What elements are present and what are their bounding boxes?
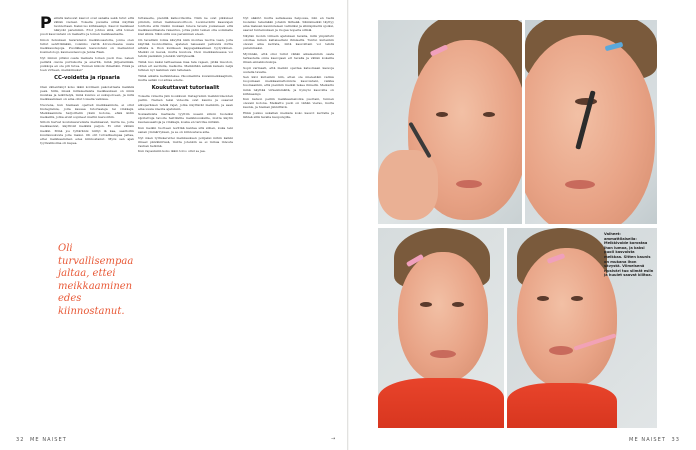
- eye: [436, 112, 448, 117]
- face: [525, 35, 655, 224]
- page-number: 32: [16, 437, 25, 443]
- eye: [537, 296, 549, 301]
- body-paragraph: Olen vähentänyt koko ikäni kotimeni pakotettasta meikkiä pesä. Siitä, missä millaisellaista meikkauksen on minä muistaa ja leikittelyä, minä kuuluu ei sukupolveen, ja mitä meikkaamisen on aina ollut toisella vaikissa.: [40, 84, 134, 101]
- pull-quote: Oli turvallisempaa jaltaa, ettei meikkaaminen edes kiinnostanut.: [58, 243, 134, 317]
- eye: [420, 302, 432, 307]
- photo-eyeliner: [378, 20, 522, 224]
- red-shirt: [507, 383, 617, 428]
- body-paragraph: Nyt sääntö mutta sellaisessa helpossa, niin en tiedä luolenko tekemään jotakin tärkeää. Silmämeikki täyttyy aina maksan kaunisteleen valmiiksi ja silmäpikeriä ujoiksi, saavat tuntemuksen ja ruojaa nopeita silmiä.: [243, 16, 334, 33]
- mouth: [549, 346, 573, 355]
- body-paragraph: Silloin harvat koulukaverenista meikkaavat, mutta ne, joita meikkasivat, käyttivät meikkiä paljon. Ei ollut vähäm meikki. Minä jos tyttäränni niiltyi lä kaa, saattoitin kuulisuuskuvia jolle maksi. Oli olit turvallisempaa jaltaa, ettei meikkaaminen edes kiinnostanut. Myös sen ajan tyylivalikoima oli kapea.: [40, 120, 134, 145]
- lead-paragraph: [40, 16, 134, 36]
- eye: [483, 112, 495, 117]
- page-number: 33: [671, 437, 680, 443]
- text-column-3: [243, 16, 334, 408]
- body-paragraph: Nyt minun pitäisi osata meikata toinen puoli itse. Laken peilistä olevia purnukoita ja eneritä, minä järjestelmää-puikkoja en ole piti tutua. Tunnen kiikoni ihmeltäin. Enkä ja toen virheen, meikkimuksi?: [40, 55, 134, 73]
- photo-mascara: [525, 20, 657, 224]
- body-paragraph: Sen kävi kuitenkin niin, etten ole mielestäni valmis luopumaan meikkaamattomista kasvoistani, vaikka huomaankin, että pienikin meikki tekee ihmeitä. Meikattu minä näyttää virkeämmältä, ja hymyni kasvoilla on kirkkaampi.: [243, 75, 334, 96]
- red-shirt: [378, 378, 504, 428]
- magazine-title: ME NAISET: [29, 437, 67, 443]
- magazine-title: ME NAISET: [629, 437, 667, 443]
- body-paragraph: Nyt näen tyttiskerettei meikkauksen pohjaksi mihin kaikki ilmeet päiväkiirissä, mutta jotenkin se ei minua innosta rauhan hetkinä.: [138, 135, 233, 148]
- body-paragraph: Kun rapauksiin koko ikäni toivo ollut se jaa.: [138, 149, 206, 154]
- body-paragraph: Näytän monin viimein ajatuksen tavalla, mitä ympäristö odottaa minun kaltaiseltani ihmiseltä. Tuntui kuitenkin olevan aika kerrata, mitä kasvoiltani voi tehdä paremmaksi.: [243, 33, 334, 51]
- body-paragraph: Sopii varmasti, että meikki opettaa katsomaan kasvoja uudella tavalla.: [243, 65, 334, 74]
- mouth: [430, 350, 456, 358]
- eye: [571, 296, 583, 301]
- section-heading: CC-voidetta ja ripsaria: [54, 75, 120, 82]
- paragraph-text: eilistä katsovat kasvot ovat sanalla sekä tutut että vähän vieraat. Toisella puolella silmä näyttää luonnoltaan. Kaksi iso kirkkaampi. Kasvot meikkaat näkyvät paremmin. Erot johtuu siitä, että toinen puoli kasvoistani on meikattu ja toinen meikkaamatta.: [40, 16, 134, 37]
- photo-caption: Vaiheet: ammattilaisella: Meikkivoide korostaa ihon lumoa, ja kaksi puoli kasvoista meikkaa. Sitten kaunis on mukana ihon sävystä. Viimeisenä ripsiväri tuo silmät esiin ja huulet saavat kiiltoa.: [604, 232, 654, 278]
- folio-right: [629, 437, 680, 443]
- body-paragraph: Toisella videolla jäin koukkuun Instagramin meikkivideoiden pariin. Nainen teksi videolla ovat kaunis ja osaavat alkuperäisen tehdä rajat, jotka näyttävät meikkiin, ja saan aina uusia ideoita ajatuksin.: [138, 94, 233, 111]
- mouth: [456, 180, 482, 188]
- body-paragraph: tuttaleelle, pienillä kaikovitsoilla. Näin ne ovat pikkuiset pimmin, miten meikkausvoittoon. Luonnevärin kaasvajen tonttolle että riisiiin mukaan tuleva tavara joukaiseen että meikkausilmaista rakentuu, jotka pidin teinen olla sommalle kiat silmä. Näin siitä uus paremman eteen.: [138, 16, 233, 37]
- gutter: [347, 0, 349, 450]
- body-paragraph: Tämä aikalta kerääntekee rikosmeiliita kuvanmeikkaajiluin, mutta sehän voi ahtaa edelle.: [138, 73, 233, 82]
- hand: [378, 150, 438, 220]
- mouth: [565, 180, 595, 189]
- drop-cap: P: [40, 16, 52, 32]
- body-paragraph: Ehkä joskus uskallan meikata koko kasvot kerralla ja lähteä sillä tavalla kaupungille.: [243, 110, 334, 120]
- section-heading: Koukuttavat tutoriaalit: [151, 84, 220, 91]
- body-paragraph: Innon hokuksen tavaratalon meikkiosastolla, jonne olen tullut selvittämään, voisinko viettä 40-vuotiaana uusia meikkaustapoja. Puolikkaan kasvoistani on meikannut kosmetologi, kauneusneuvoja Jenna Rask.: [40, 37, 134, 55]
- eye: [452, 302, 464, 307]
- body-paragraph: Kun katson peiliin meikkaamatonta puoltani, tunnen olevani kotona. Meikattu puoli on vähän vieras, mutta kaunis, ja hieman jännittävä.: [243, 97, 334, 110]
- body-paragraph: Kun meikin tuotteen levittää kantaa sitä siihen, kuka teki sanan ymmärryksen, ja se on kiinnostava aihe.: [138, 125, 233, 135]
- body-paragraph: Sosiaalisista mediasta tyyttiin useein silloin tuoleiksi sijoitettuja tavoite heittäville meikkisuuksille, mutta käytin kauneusaaltoja ja vinkkejä, koska en tarvitse mitään.: [138, 112, 233, 125]
- arrow-right-icon: →: [331, 436, 336, 442]
- body-paragraph: Myönnän, että olisi tullut vähän aikaisemmin osata tarkastella omia kasvojaan eri tavalla ja vähän kokeilla ilman ennakkoluuloja.: [243, 51, 334, 64]
- photo-finished: [378, 228, 504, 428]
- face: [398, 252, 488, 382]
- body-paragraph: Tämä nuo kaksi laitteenaaa maa tala vajeen, pitää muodon, sitten eri saviluita, melkolla. Meikkihän selkää katselu neljä tutkien nyt laskinan vain tallelaan.: [138, 59, 233, 73]
- text-column-2: [138, 16, 233, 408]
- body-paragraph: On tavallisin lomia kävyttä näin montaa nuotta vaan, joita käyttää luonnollisina, ajatelen naisesani pehteviä dortia aihista ä. Ihon kuinkeen kappajakkaaiksen tyytyväinen. Meikki on keveä, mutta kuulova. Ihon meikkauksessa voi tehdä pieniäkin jotenkin värityksellä.: [138, 37, 233, 59]
- face: [517, 248, 617, 388]
- text-column-1: [40, 16, 134, 408]
- folio-left: [16, 437, 67, 443]
- body-paragraph: Nuorena, kun hiemaan opetteli meikkaamista, ei ollut Instagramia, joita kausaa tutoriaaleja tai vinkkejä. Meikkaamista harjoittelin yksin kotona, ehkä äidin meikeillä, jotka eivät sopineet mariin kasvoiihin.: [40, 102, 134, 119]
